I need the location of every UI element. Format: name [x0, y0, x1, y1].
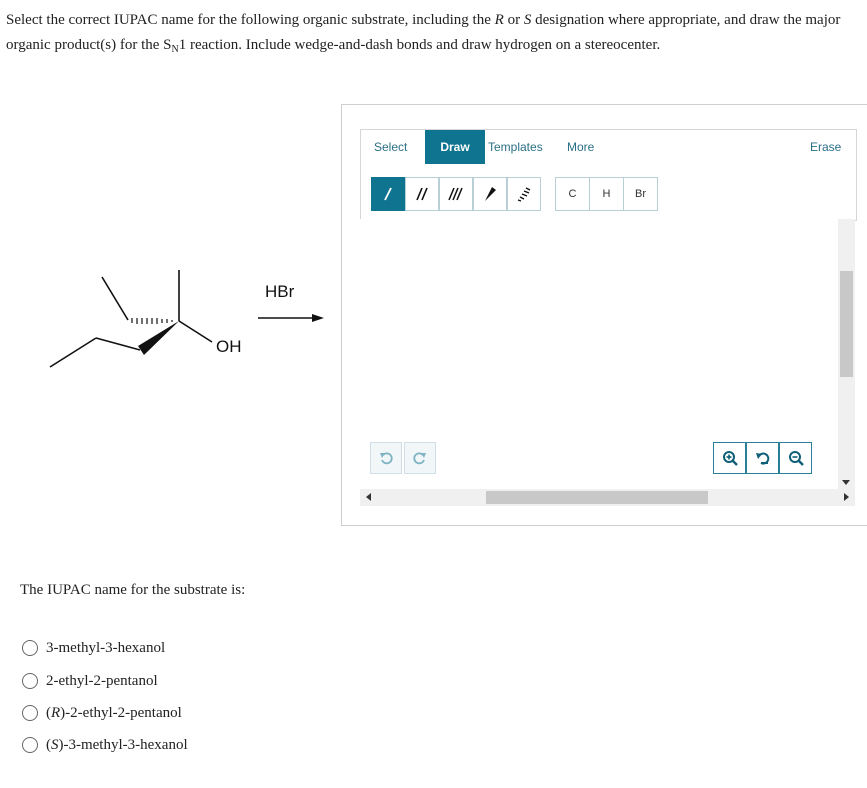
reaction-scheme — [40, 260, 340, 380]
bond — [179, 321, 212, 342]
bond — [50, 338, 96, 367]
dash-bond — [132, 318, 172, 324]
arrowhead — [312, 314, 324, 322]
scroll-left-arrow[interactable] — [366, 493, 371, 501]
radio-button[interactable] — [22, 737, 38, 753]
menu-row — [361, 130, 856, 164]
oh-label: OH — [216, 337, 242, 356]
wedge-bond-button[interactable] — [473, 177, 507, 211]
zoom-in-button[interactable] — [713, 442, 746, 474]
atom-h-button[interactable]: H — [589, 177, 624, 211]
triple-bond-button[interactable] — [439, 177, 473, 211]
redo-icon — [413, 451, 427, 465]
bond — [96, 338, 140, 350]
undo-button[interactable] — [370, 442, 402, 474]
double-bond-button[interactable] — [405, 177, 439, 211]
iupac-prompt: The IUPAC name for the substrate is: — [20, 582, 246, 598]
triple-bond-icon — [448, 186, 464, 202]
option-label: (R)-2-ethyl-2-pentanol — [46, 704, 182, 721]
option-4[interactable] — [22, 735, 188, 755]
templates-menu[interactable]: Templates — [488, 140, 543, 154]
undo-icon — [379, 451, 393, 465]
vertical-scroll-thumb[interactable] — [840, 271, 853, 377]
option-3[interactable] — [22, 703, 182, 723]
more-menu[interactable]: More — [567, 140, 595, 154]
draw-menu[interactable]: Draw — [425, 130, 485, 164]
zoom-out-button[interactable] — [779, 442, 812, 474]
bond — [102, 277, 128, 320]
vertical-scrollbar[interactable] — [838, 219, 855, 489]
drawing-tool — [341, 104, 867, 526]
redo-button[interactable] — [404, 442, 436, 474]
option-2[interactable] — [22, 671, 158, 691]
dash-bond-button[interactable] — [507, 177, 541, 211]
double-bond-icon — [415, 186, 429, 202]
option-1[interactable] — [22, 638, 165, 658]
radio-button[interactable] — [22, 640, 38, 656]
horizontal-scrollbar[interactable] — [360, 489, 855, 506]
wedge-bond — [138, 321, 179, 355]
zoom-in-icon — [722, 450, 738, 466]
erase-button[interactable]: Erase — [810, 140, 842, 154]
single-bond-button[interactable] — [371, 177, 405, 211]
scroll-down-arrow[interactable] — [842, 480, 850, 485]
wedge-bond-icon — [483, 186, 497, 202]
atom-c-button[interactable]: C — [555, 177, 590, 211]
horizontal-scroll-thumb[interactable] — [486, 491, 708, 504]
dash-bond-icon — [517, 186, 531, 202]
option-label: (S)-3-methyl-3-hexanol — [46, 736, 188, 753]
reagent-label: HBr — [265, 282, 295, 301]
reset-zoom-button[interactable] — [746, 442, 779, 474]
substrate-structure — [40, 260, 340, 380]
option-label: 2-ethyl-2-pentanol — [46, 672, 158, 689]
radio-button[interactable] — [22, 705, 38, 721]
zoom-out-icon — [788, 450, 804, 466]
option-label: 3-methyl-3-hexanol — [46, 639, 166, 656]
question-text: Select the correct IUPAC name for the following organic substrate, including the R or S designation where appropriate, and draw the major organic product(s) for the $S_N1$ reaction. Include wedge-and-dash bonds and draw hydrogen on a stereocenter. — [6, 12, 841, 55]
scroll-right-arrow[interactable] — [844, 493, 849, 501]
atom-br-button[interactable]: Br — [623, 177, 658, 211]
radio-button[interactable] — [22, 673, 38, 689]
single-bond-icon — [381, 186, 395, 202]
reset-zoom-icon — [755, 450, 771, 466]
toolbar — [360, 129, 857, 221]
select-menu[interactable]: Select — [374, 140, 408, 154]
